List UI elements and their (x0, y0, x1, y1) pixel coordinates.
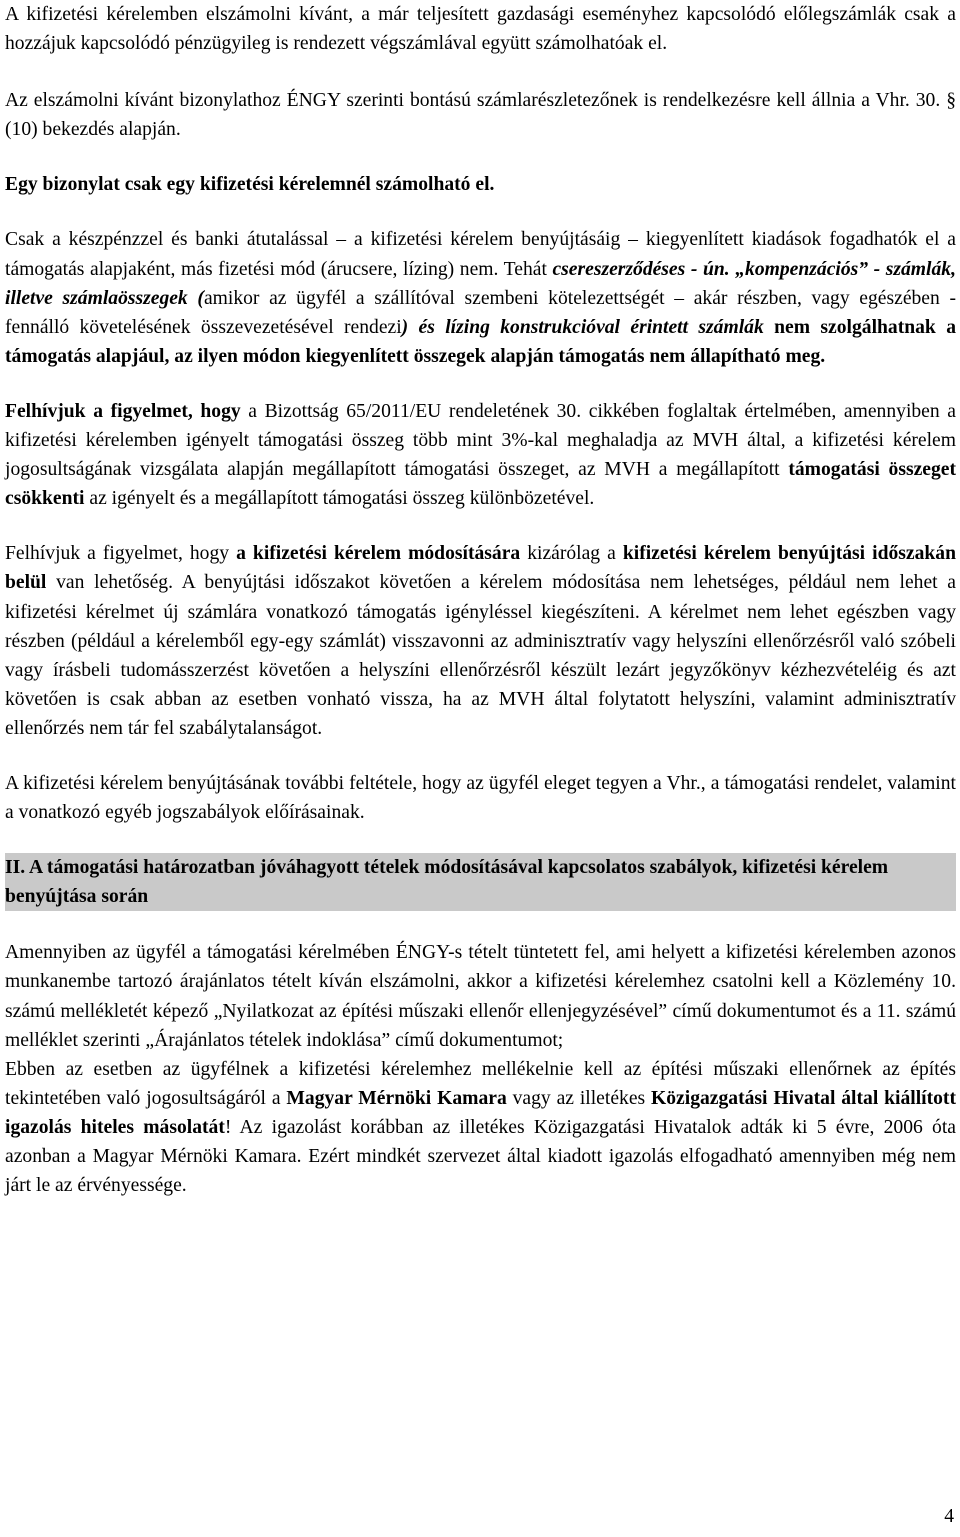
reduction-emphasis-text: támogatási összeget csökkenti (5, 459, 956, 510)
paragraph-payment-methods (5, 225, 956, 370)
paragraph-modification-period (5, 539, 956, 743)
certificate-copy-text: Közigazgatási Hivatal által kiállított igazolás hiteles másolatát (5, 1087, 956, 1138)
paragraph-one-document-rule: Egy bizonylat csak egy kifizetési kérelemnél számolható el. (5, 174, 495, 196)
modification-emphasis-text: a kifizetési kérelem módosítására (236, 543, 521, 565)
paragraph-engy-replacement: Amennyiben az ügyfél a támogatási kérelmében ÉNGY-s tételt tüntetett fel, ami helyett a kifizetési kérelemben azonos munkanembe tartozó árajánlatos tételt kíván elszámolni, akkor a kifizetési kérelemhez csatolni kell a Közlemény 10. számú mellékletét képező „Nyilatkozat az építési műszaki ellenőr ellenjegyzésével” című dokumentumot és a 11. számú melléklet szerinti „Árajánlatos tételek indoklása” című dokumentumot; (5, 942, 956, 1051)
submission-period-text: kifizetési kérelem benyújtási időszakán belül (5, 543, 956, 594)
section-heading: II. A támogatási határozatban jóváhagyott tételek módosításával kapcsolatos szabályok, kifizetési kérelem benyújtása során (5, 853, 956, 911)
paragraph-advance-invoices: A kifizetési kérelemben elszámolni kívánt, a már teljesített gazdasági eseményhez kapcsolódó előlegszámlák csak a hozzájuk kapcsolódó pénzügyileg is rendezett végszámlával együtt számolhatóak el. (5, 4, 956, 55)
document-page (5, 0, 956, 1200)
not-eligible-text: nem szolgálhatnak a támogatás alapjául, az ilyen módon kiegyenlített összegek alapján támogatás nem állapítható meg. (5, 316, 956, 367)
modification-lead-text: Felhívjuk a figyelmet, hogy (5, 543, 237, 565)
reduction-body-text: a Bizottság 65/2011/EU rendeletének 30. cikkében foglaltak értelmében, amennyiben a kifizetési kérelemben igényelt támogatási összeg több mint 3%-kal meghaladja az MVH által, a kifizetési kérelem jogosultságának vizsgálata alapján megállapított támogatási összeget, az MVH a megállapított (5, 400, 956, 481)
set-off-explanation-text: amikor az ügyfél a szállítóval szembeni kötelezettségét – akár részben, vagy egészében - fennálló követelésének összevezetésével rendezi (5, 287, 957, 338)
reduction-tail-text: az igényelt és a megállapított támogatási összeg különbözetével. (84, 488, 595, 510)
exchange-invoices-text: csereszerződéses - ún. „kompenzációs” - számlák, illetve számlaösszegek ( (5, 258, 956, 309)
leasing-invoices-text: ) és lízing konstrukcióval érintett számlák (401, 316, 764, 338)
modification-body-text: van lehetőség. A benyújtási időszakot követően a kérelem módosítása nem lehetséges, például nem lehet a kifizetési kérelmet új számlára vonatkozó támogatás igényléssel kiegészíteni. A kérelmet nem lehet egészben vagy részben (például a kérelemből egy-egy számlát) visszavonni az adminisztratív vagy helyszíni ellenőrzésről való szóbeli vagy írásbeli tudomásszerzést követően a helyszíni ellenőrzésről készült lezárt jegyzőkönyv kézhezvételéig és azt követően is csak abban az esetben vonható vissza, ha az MVH által folytatott helyszíni, valamint adminisztratív ellenőrzés nem tár fel szabálytalanságot. (5, 572, 956, 739)
certificate-body-text: ! Az igazolást korábban az illetékes Közigazgatási Hivatalok adták ki 5 évre, 2006 óta azonban a Magyar Mérnöki Kamara. Ezért mindkét szervezet által kiadott igazolás elfogadható amennyiben még nem járt le az érvényessége. (5, 1116, 956, 1197)
attention-lead-text: Felhívjuk a figyelmet, hogy (5, 400, 241, 422)
paragraph-reduction-rule (5, 397, 956, 513)
paragraph-further-conditions: A kifizetési kérelem benyújtásának további feltétele, hogy az ügyfél eleget tegyen a Vhr., a támogatási rendelet, valamint a vonatkozó egyéb jogszabályok előírásainak. (5, 772, 956, 824)
certificate-connector-text: vagy az illetékes (506, 1087, 652, 1109)
page-number: 4 (944, 1506, 954, 1527)
chamber-name-text: Magyar Mérnöki Kamara (286, 1087, 507, 1109)
payment-methods-text: Csak a készpénzzel és banki átutalással – a kifizetési kérelem benyújtásáig – kiegyenlített kiadások fogadhatók el a támogatás alapjaként, más fizetési mód (árucsere, lízing) nem. Tehát (5, 229, 956, 280)
paragraph-engineer-certificate (5, 1055, 956, 1200)
certificate-lead-text: Ebben az esetben az ügyfélnek a kifizetési kérelemhez mellékelnie kell az építési műszaki ellenőrnek az építés tekintetében való jogosultságáról a (5, 1058, 956, 1109)
modification-connector-text: kizárólag a (520, 543, 623, 565)
paragraph-engy-breakdown: Az elszámolni kívánt bizonylathoz ÉNGY szerinti bontású számlarészletezőnek is rendelkezésre kell állnia a Vhr. 30. § (10) bekezdés alapján. (5, 90, 956, 141)
